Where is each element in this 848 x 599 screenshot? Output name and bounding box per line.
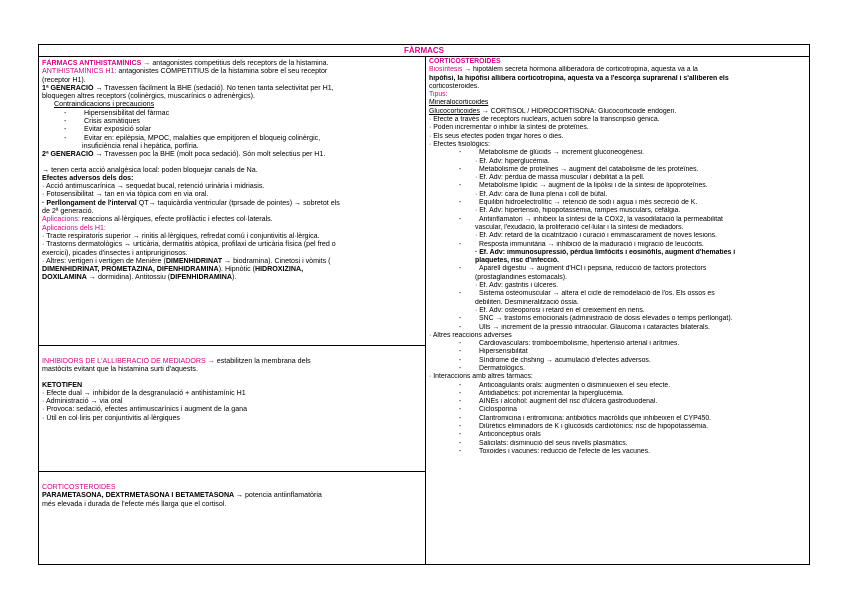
interac-item: - Salicilats: disminució del seus nivells plasmàtics. [459,439,628,447]
physio-item: - Metabolisme de proteïnes → augment del catabolisme de les proteïnes. [459,165,699,173]
corticosteroides-small-line: PARAMETASONA, DEXTRMETASONA I BETAMETASONA → potencia antiinflamatòria [42,491,322,500]
gluco-item: · Efectes fisiològics: [429,140,490,148]
glucocorticoides-line: Glucocorticoides → CORTISOL / HIDROCORTISONA: Glucocorticoide endogen. [429,107,677,115]
interac-item: - Anticoagulants orals: augmenten o disminueixen el seu efecte. [459,381,671,389]
right-column [426,57,809,564]
biosintesi-line-2: hipòfisi, la hipòfisi allibera corticotropina, aquesta va a l'escorça suprarenal i s'alliberen els [429,74,729,82]
local-action: → tenen certa acció analgèsica local: poden bloquejar canals de Na. [42,165,258,174]
adverse-item: · Perllongament de l'interval QT→ taquicàrdia ventricular (tprsade de pointes) → sobretot els [42,198,340,207]
interac-item: - Toxoides i vacunes: reducció de l'efecte de les vacunes. [459,447,650,455]
contra-cont: insuficiència renal i hepàtica, porfíria. [82,141,199,150]
aplicacions-h1-heading: Aplicacions dels H1: [42,223,106,232]
contra-item: - Hipersensibilitat del fàrmac [64,108,170,117]
h1-line [42,67,422,75]
contra-item: - Evitar en: epilèpsia, MPOC, malalties que empitjoren el bloqueig colinèrgic, [64,133,321,142]
inhibidors-heading-cont: mastòcits evitant que la histamina surti d'aquests. [42,365,198,374]
ketotifen-label: KETOTIFEN [42,380,83,389]
gen1-text: → Travessen fàcilment la BHE (sedació). No tenen tanta selectivitat per H1, [93,83,334,92]
antihistaminics-heading-rest: antagonistes competitius dels receptors de la histamina. [150,59,329,67]
physio-item: - Equilibri hidroelectrolític → retenció de sodi i aigua i més secreció de K. [459,199,698,207]
digestiu-cont: (prostaglandines estomacals). [475,273,567,281]
antiinflamatori-item: - Antiinflamatori → inhibeix la síntesi de la COX2, la vasodilatació la permeabilitat [459,215,723,223]
aplicacions-h1-item-cont: exercici), picades d'insectes i antipruriginosos. [42,248,188,257]
digestiu-item: - Aparell digestiu → augment d'HCl i pepsina, reducció de factors protectors [459,265,707,273]
page-title: FÀRMACS [39,45,809,57]
interaccions-label: · Interaccions amb altres fàrmacs: [429,373,533,381]
aplicacions-h1-item-cont: DIMENHIDRINAT, PROMETAZINA, DIFENHIDRAMINA). Hipnòtic (HIDROXIZINA, [42,265,304,274]
altres-item: - Cardiovasculars: tromboembolisme, hipertensió arterial i arítmies. [459,340,680,348]
mineralocorticoides-label: Mineralocorticoides [429,99,489,107]
altres-item: - Síndrome de chshing → acumulació d'efectes adversos. [459,356,651,364]
adverse-item-cont: de 2ª generació. [42,207,94,216]
inhibidors-section [39,345,425,471]
physio-adverse: · Ef. Adv: hipertensió, hipopotassèmia, rampes musculars, cefàlgia. [475,207,681,215]
physio-adverse: · Ef. Adv: hiperglucèmia. [475,157,550,165]
osteo-adverse: · Ef. Adv: osteoporosi i retard en el creixement en nens. [475,306,645,314]
antihistaminics-section [39,57,425,345]
gluco-item: · Els seus efectes poden trigar hores o dies. [429,132,564,140]
inhibidors-heading: INHIBIDORS DE L'ALLIBERACIÓ DE MEDIADORS → [42,357,215,365]
gluco-item: · Efecte a través de receptors nuclears, actuen sobre la transcripsió gènica. [429,116,660,124]
adverse-item: · Fotosensibilitat → tan en via tòpica com en via oral. [42,190,209,199]
physio-adverse: · Ef. Adv: cara de lluna plena i coll de búfal. [475,190,608,198]
contra-heading: Contraindicacions i precaucions [54,100,155,109]
document-sheet [38,44,810,565]
ulls-item: - Ulls → increment de la pressió intraocular. Glaucoma i cataractes bilaterals. [459,323,710,331]
gen2-text: → Travessen poc la BHE (molt poca sedació). Són molt selectius per H1. [93,150,326,159]
aplicacions-line: Aplicacions: reaccions al·lèrgiques, efecte profilàctic i efectes col·laterals. [42,215,273,224]
ketotifen-item: · Administració → via oral [42,397,123,406]
gen1-label: 1ª GENERACIÓ [42,83,94,92]
osteo-cont: debiliten. Desmineralització òssia. [475,298,579,306]
interac-item: - Anticonceptius orals [459,431,541,439]
biosintesi-line-3: corticosteroides. [429,82,480,90]
antiinflamatori-cont: vascular, l'exudació, la proliferació cel·lular i la síntesi de mediadors. [475,223,684,231]
snc-item: - SNC → trastorns emocionals (administració de dosis elevades o temps perllongat). [459,315,733,323]
antihistaminics-heading: FÀRMACS ANTIHISTAMÍNICS → [42,59,151,67]
immune-adverse: · Ef. Adv: immunosupressió, pèrdua limfòcits i eosinòfils, augment d'hematies i [475,248,736,256]
inhibidors-heading-line: INHIBIDORS DE L'ALLIBERACIÓ DE MEDIADORS → estabilitzen la membrana dels [42,357,311,365]
aplicacions-h1-item: · Trastorns dermatològics → urticària, dermatitis atòpica, profilaxi de urticària física (pel fred o [42,240,336,249]
tipus-label: Tipus: [429,91,448,99]
h1-text-2: (receptor H1). [42,75,86,84]
ketotifen-item: · Efecte dual → inhibidor de la desgranulació + antihistamínic H1 [42,388,246,397]
altres-label: · Altres reaccions adverses [429,331,512,339]
left-column [39,57,426,564]
antihistaminics-heading-line [42,59,422,67]
interac-item: - Claritromicina i eritromicina: antibiòtics macròlids que inhibeixen el CYP450. [459,414,712,422]
h1-text: antagonistes COMPETITIUS de la histamina sobre el seu receptor [116,67,328,76]
ketotifen-item: · Provoca: sedació, efectes antimuscarínics i augment de la gana [42,405,248,414]
immune-item: - Resposta immunitària → inhibició de la maduració i migració de leucòcits. [459,240,704,248]
corticosteroides-small-heading: CORTICOSTEROIDES [42,483,116,491]
physio-item: - Metabolisme de glúcids → increment gluconeogènesi. [459,149,645,157]
antiinflamatori-adverse: · Ef. Adv: retard de la cicatrització i curació i emmascarament de noves lesions. [475,232,718,240]
physio-item: - Metabolisme lipídic → augment de la lipòlisi i de la síntesi de lipoproteïnes. [459,182,708,190]
osteo-item: - Sistema osteomuscular → altera el cicle de remodelació de l'os. Els ossos es [459,290,715,298]
gen1-text-2: bloquegen altres receptors (colinèrgics, muscarínics o adrenèrgics). [42,92,255,101]
contra-item: - Evitar exposició solar [64,125,152,134]
aplicacions-h1-item: · Tracte respiratoris superior → rinitis al·lèrgiques, refredat comú i conjuntivitis al·lèrgica. [42,231,320,240]
adverse-item: · Acció antimuscarínica → sequedat bucal, retenció urinària i midriasis. [42,182,265,191]
altres-item: - Dermatològics. [459,364,525,372]
interac-item: - Ciclosporina [459,406,517,414]
biosintesi-line: Biosíntesis → hipotàlem secreta hormona alliberadora de corticotropina, aquesta va a la [429,66,698,74]
corticosteroides-small-section [39,471,425,564]
gluco-item: · Poden incrementar o inhibir la síntesi de proteïnes. [429,124,589,132]
physio-adverse: · Ef. Adv: pèrdua de massa muscular i debilitat a la pell. [475,174,645,182]
digestiu-adverse: · Ef. Adv: gastritis i úlceres. [475,282,559,290]
interac-item: - Antidiabètics: pot incrementar la hiperglucèmia. [459,389,624,397]
immune-adverse-cont: plaquetes, risc d'infecció. [475,257,559,265]
interac-item: - AINEs i alcohol: augment del risc d'úlcera gastroduodenal. [459,398,658,406]
corticosteroides-heading: CORTICOSTEROIDES [429,58,501,65]
h1-label: ANTIHISTAMÍNICS H1: [42,67,117,76]
gen2-label: 2ª GENERACIÓ [42,150,94,159]
gen2-line [42,150,422,158]
aplicacions-h1-item-cont: DOXILAMINA → dormidina). Antitossiu (DIFENHIDRAMINA). [42,273,237,282]
aplicacions-h1-item: · Altres: vertigen i vertigen de Menière (DIMENHIDRINAT → biodramina). Cinetosi i vòmits ( [42,256,331,265]
ketotifen-item: · Útil en col·liris per conjuntivitis al·lèrgiques [42,413,180,422]
interac-item: - Diürètics eliminadors de K i glucòsids cardiotònics: risc de hipopotassèmia. [459,423,709,431]
contra-item: - Crisis asmàtiques [64,117,140,126]
adverse-heading: Efectes adversos dels dos: [42,173,134,182]
gen1-line [42,84,422,92]
corticosteroides-small-line-2: més elevada i durada de l'efecte més llarga que el cortisol. [42,499,227,508]
altres-item: - Hipersensibilitat [459,348,528,356]
